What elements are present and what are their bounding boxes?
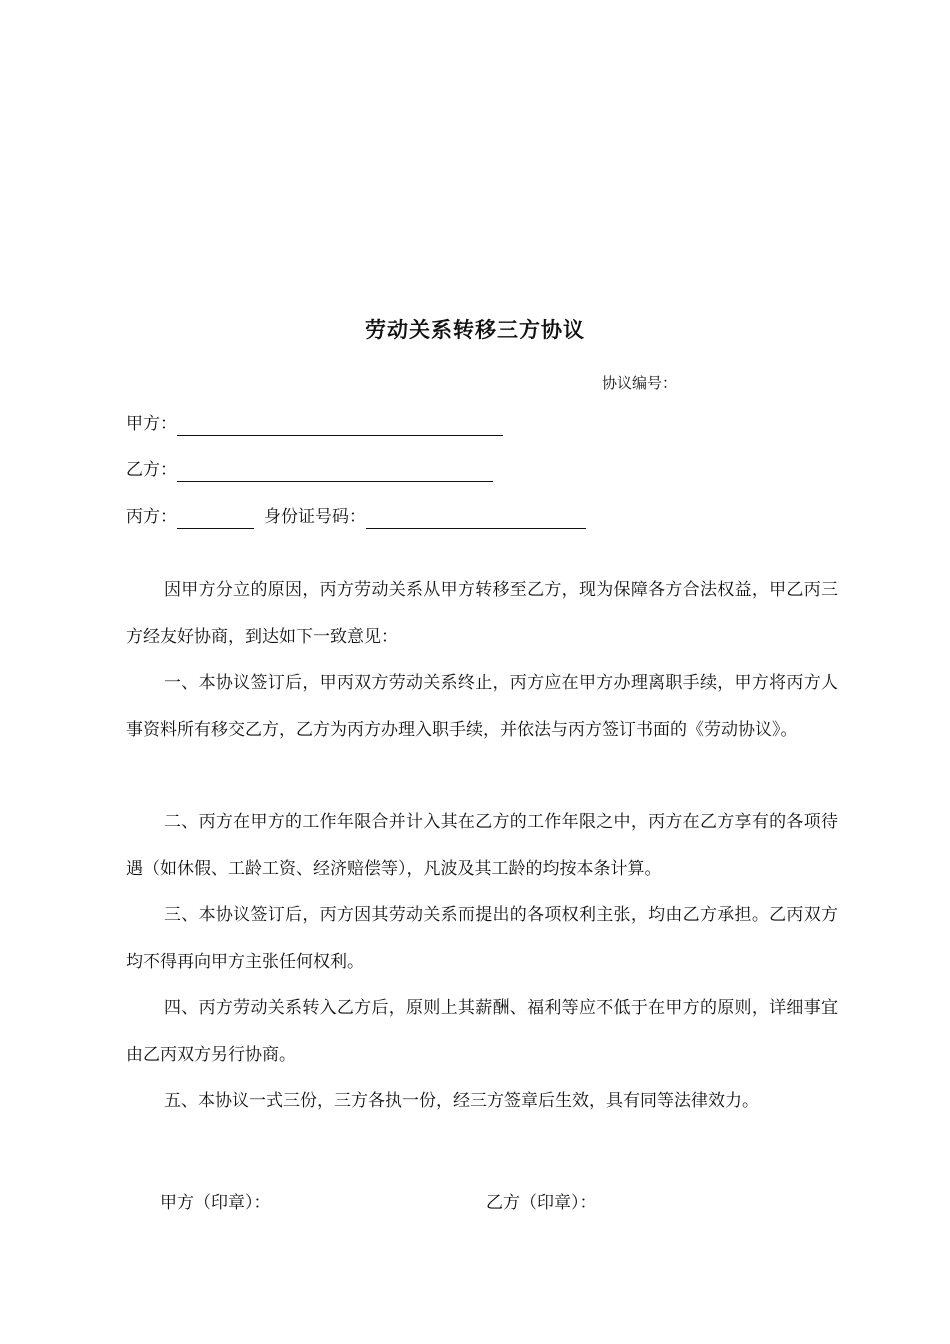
party-b-label: 乙方： xyxy=(126,460,177,480)
paragraph-clause-1: 一、本协议签订后，甲丙双方劳动关系终止，丙方应在甲方办理离职手续，甲方将丙方人事资料所有移交乙方，乙方为丙方办理入职手续，并依法与丙方签订书面的《劳动协议》。 xyxy=(126,673,838,740)
party-c-label: 丙方： xyxy=(126,507,177,527)
party-a-seal-label: 甲方（印章）： xyxy=(160,1193,271,1213)
party-a-blank xyxy=(177,415,503,436)
party-b-seal-label: 乙方（印章）： xyxy=(486,1193,597,1213)
party-c-line xyxy=(126,505,586,529)
id-number-label: 身份证号码： xyxy=(264,507,366,527)
paragraph-clause-2: 二、丙方在甲方的工作年限合并计入其在乙方的工作年限之中，丙方在乙方享有的各项待遇（如休假、工龄工资、经济赔偿等），凡波及其工龄的均按本条计算。 xyxy=(126,812,838,879)
page-title: 劳动关系转移三方协议 xyxy=(365,318,585,342)
paragraph-intro: 因甲方分立的原因，丙方劳动关系从甲方转移至乙方，现为保障各方合法权益，甲乙丙三方经友好协商，到达如下一致意见： xyxy=(126,580,838,647)
paragraph-clause-4: 四、丙方劳动关系转入乙方后，原则上其薪酬、福利等应不低于在甲方的原则，详细事宜由乙丙双方另行协商。 xyxy=(126,998,838,1065)
party-a-line xyxy=(126,412,503,436)
agreement-number-label: 协议编号： xyxy=(602,374,678,392)
id-number-blank xyxy=(366,508,586,529)
party-b-blank xyxy=(177,461,493,482)
paragraph-clause-5: 五、本协议一式三份，三方各执一份，经三方签章后生效，具有同等法律效力。 xyxy=(164,1091,759,1111)
party-a-label: 甲方： xyxy=(126,414,177,434)
party-c-blank xyxy=(177,508,254,529)
paragraph-clause-3: 三、本协议签订后，丙方因其劳动关系而提出的各项权利主张，均由乙方承担。乙丙双方均不得再向甲方主张任何权利。 xyxy=(126,905,838,972)
party-b-line xyxy=(126,458,493,482)
